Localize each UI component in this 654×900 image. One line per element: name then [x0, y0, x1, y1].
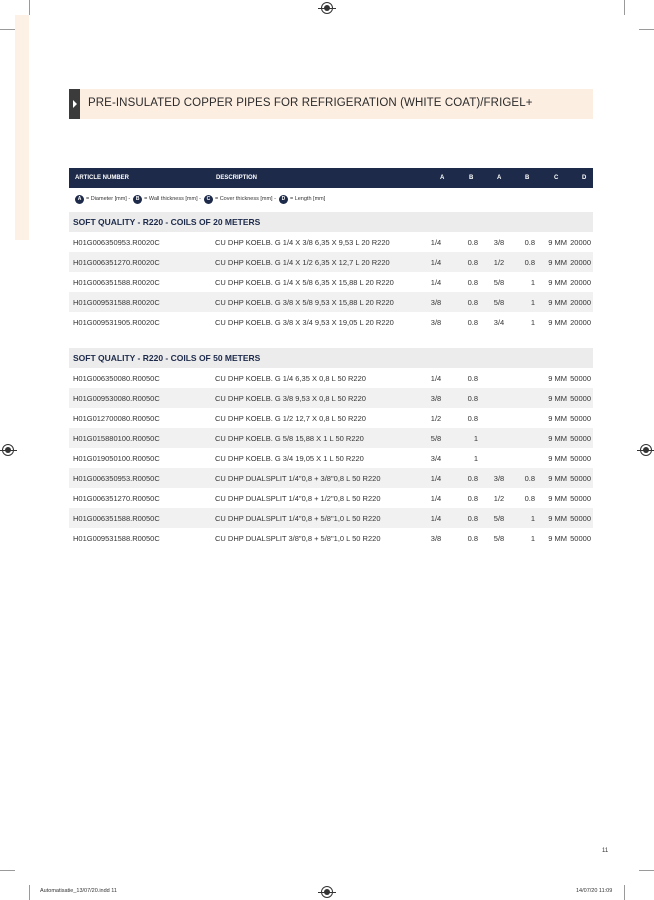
crop-mark	[0, 29, 15, 30]
cell-description: CU DHP KOELB. G 1/4 X 3/8 6,35 X 9,53 L 20 R220	[215, 238, 390, 247]
legend-badge: C	[204, 195, 213, 204]
table-row	[69, 312, 593, 332]
cell-b2: 1	[530, 298, 535, 307]
cell-article: H01G006350080.R0050C	[73, 374, 160, 383]
cell-c: 9 MM	[548, 514, 567, 523]
header-d: D	[582, 175, 587, 181]
table-row	[69, 508, 593, 528]
cell-b2: 1	[530, 318, 535, 327]
crop-mark	[639, 870, 654, 871]
header-article-number: ARTICLE NUMBER	[75, 175, 129, 181]
cell-article: H01G009531905.R0020C	[73, 318, 160, 327]
registration-mark-icon	[321, 886, 333, 898]
table-row	[69, 428, 593, 448]
cell-d: 50000	[570, 394, 591, 403]
cell-b1: 0.8	[467, 258, 478, 267]
cell-d: 20000	[570, 298, 591, 307]
cell-b1: 0.8	[467, 534, 478, 543]
side-color-strip	[15, 15, 29, 240]
cell-b1: 0.8	[467, 414, 478, 423]
cell-d: 20000	[570, 258, 591, 267]
table-row	[69, 488, 593, 508]
header-b2: B	[525, 175, 530, 181]
cell-b2: 1	[530, 514, 535, 523]
cell-d: 50000	[570, 434, 591, 443]
cell-c: 9 MM	[548, 534, 567, 543]
table-header	[69, 168, 593, 188]
cell-d: 50000	[570, 534, 591, 543]
cell-d: 50000	[570, 454, 591, 463]
cell-a1: 3/4	[430, 454, 442, 463]
table-row	[69, 408, 593, 428]
legend-badge: A	[75, 195, 84, 204]
cell-d: 20000	[570, 318, 591, 327]
table-row	[69, 292, 593, 312]
table-row	[69, 252, 593, 272]
cell-description: CU DHP KOELB. G 1/4 X 5/8 6,35 X 15,88 L 20 R220	[215, 278, 394, 287]
cell-a2: 1/2	[493, 494, 505, 503]
dimension-legend	[75, 194, 328, 204]
table-row	[69, 368, 593, 388]
cell-b2: 1	[530, 278, 535, 287]
cell-a1: 3/8	[430, 298, 442, 307]
cell-b1: 1	[473, 454, 478, 463]
cell-a2: 3/4	[493, 318, 505, 327]
table-row	[69, 272, 593, 292]
cell-b2: 1	[530, 534, 535, 543]
cell-description: CU DHP KOELB. G 3/8 X 3/4 9,53 X 19,05 L 20 R220	[215, 318, 394, 327]
cell-article: H01G015880100.R0050C	[73, 434, 160, 443]
cell-c: 9 MM	[548, 474, 567, 483]
registration-mark-icon	[640, 444, 652, 456]
cell-a1: 3/8	[430, 318, 442, 327]
cell-c: 9 MM	[548, 434, 567, 443]
cell-b2: 0.8	[524, 238, 535, 247]
cell-b2: 0.8	[524, 258, 535, 267]
cell-description: CU DHP DUALSPLIT 3/8"0,8 + 5/8"1,0 L 50 R220	[215, 534, 381, 543]
header-a2: A	[497, 175, 502, 181]
cell-a1: 5/8	[430, 434, 442, 443]
cell-article: H01G012700080.R0050C	[73, 414, 160, 423]
legend-text: = Diameter [mm] -	[86, 196, 131, 202]
cell-article: H01G006351270.R0050C	[73, 494, 160, 503]
cell-description: CU DHP DUALSPLIT 1/4"0,8 + 3/8"0,8 L 50 R220	[215, 474, 381, 483]
cell-a1: 1/4	[430, 474, 442, 483]
cell-d: 50000	[570, 494, 591, 503]
cell-c: 9 MM	[548, 278, 567, 287]
cell-description: CU DHP DUALSPLIT 1/4"0,8 + 5/8"1,0 L 50 R220	[215, 514, 381, 523]
cell-article: H01G006351588.R0020C	[73, 278, 160, 287]
cell-a2: 3/8	[493, 474, 505, 483]
cell-description: CU DHP KOELB. G 3/8 9,53 X 0,8 L 50 R220	[215, 394, 366, 403]
cell-d: 50000	[570, 474, 591, 483]
cell-a1: 1/2	[430, 414, 442, 423]
page-number: 11	[602, 848, 609, 854]
cell-a2: 5/8	[493, 514, 505, 523]
cell-a2: 1/2	[493, 258, 505, 267]
cell-c: 9 MM	[548, 318, 567, 327]
section-title: SOFT QUALITY - R220 - COILS OF 50 METERS	[73, 353, 261, 363]
cell-a1: 1/4	[430, 514, 442, 523]
registration-mark-icon	[321, 2, 333, 14]
cell-d: 50000	[570, 514, 591, 523]
cell-b1: 0.8	[467, 278, 478, 287]
print-slug-date: 14/07/20 11:09	[576, 888, 613, 894]
legend-badge: B	[133, 195, 142, 204]
cell-b1: 0.8	[467, 238, 478, 247]
play-arrow-icon	[69, 89, 80, 119]
cell-a1: 1/4	[430, 278, 442, 287]
crop-mark	[639, 29, 654, 30]
cell-b2: 0.8	[524, 494, 535, 503]
section-header-20m	[69, 212, 593, 232]
table-row	[69, 528, 593, 548]
cell-article: H01G019050100.R0050C	[73, 454, 160, 463]
cell-article: H01G006351588.R0050C	[73, 514, 160, 523]
cell-b1: 0.8	[467, 374, 478, 383]
cell-c: 9 MM	[548, 374, 567, 383]
crop-mark	[624, 885, 625, 900]
cell-c: 9 MM	[548, 454, 567, 463]
cell-d: 20000	[570, 238, 591, 247]
cell-a2: 5/8	[493, 534, 505, 543]
table-row	[69, 388, 593, 408]
section-banner	[69, 89, 593, 119]
section-header-50m	[69, 348, 593, 368]
cell-article: H01G009531588.R0050C	[73, 534, 160, 543]
cell-description: CU DHP KOELB. G 1/4 6,35 X 0,8 L 50 R220	[215, 374, 366, 383]
cell-description: CU DHP KOELB. G 5/8 15,88 X 1 L 50 R220	[215, 434, 364, 443]
header-description: DESCRIPTION	[216, 175, 258, 181]
legend-text: = Length [mm]	[289, 196, 326, 202]
cell-b1: 0.8	[467, 394, 478, 403]
crop-mark	[0, 870, 15, 871]
cell-c: 9 MM	[548, 494, 567, 503]
cell-a1: 3/8	[430, 534, 442, 543]
cell-description: CU DHP KOELB. G 3/4 19,05 X 1 L 50 R220	[215, 454, 364, 463]
cell-c: 9 MM	[548, 414, 567, 423]
cell-description: CU DHP KOELB. G 1/2 12,7 X 0,8 L 50 R220	[215, 414, 366, 423]
cell-description: CU DHP KOELB. G 3/8 X 5/8 9,53 X 15,88 L 20 R220	[215, 298, 394, 307]
cell-description: CU DHP KOELB. G 1/4 X 1/2 6,35 X 12,7 L 20 R220	[215, 258, 390, 267]
cell-a1: 3/8	[430, 394, 442, 403]
legend-text: = Cover thickness [mm] -	[214, 196, 276, 202]
cell-b1: 0.8	[467, 318, 478, 327]
table-row	[69, 232, 593, 252]
cell-b1: 0.8	[467, 494, 478, 503]
cell-article: H01G009531588.R0020C	[73, 298, 160, 307]
cell-a1: 1/4	[430, 374, 442, 383]
legend-text: = Wall thickness [mm] -	[144, 196, 201, 202]
crop-mark	[29, 885, 30, 900]
page-title: PRE-INSULATED COPPER PIPES FOR REFRIGERATION (WHITE COAT)/FRIGEL+	[88, 97, 533, 109]
cell-b1: 1	[473, 434, 478, 443]
registration-mark-icon	[2, 444, 14, 456]
cell-b1: 0.8	[467, 474, 478, 483]
cell-a1: 1/4	[430, 494, 442, 503]
cell-d: 50000	[570, 414, 591, 423]
cell-b1: 0.8	[467, 514, 478, 523]
section-title: SOFT QUALITY - R220 - COILS OF 20 METERS	[73, 217, 261, 227]
cell-description: CU DHP DUALSPLIT 1/4"0,8 + 1/2"0,8 L 50 R220	[215, 494, 381, 503]
cell-article: H01G006350953.R0050C	[73, 474, 160, 483]
crop-mark	[624, 0, 625, 15]
cell-c: 9 MM	[548, 238, 567, 247]
header-c: C	[554, 175, 559, 181]
cell-article: H01G006350953.R0020C	[73, 238, 160, 247]
header-a1: A	[440, 175, 445, 181]
cell-d: 50000	[570, 374, 591, 383]
cell-a1: 1/4	[430, 238, 442, 247]
cell-c: 9 MM	[548, 394, 567, 403]
print-slug-file: Automatisatie_13/07/20.indd 11	[40, 888, 117, 894]
table-row	[69, 468, 593, 488]
crop-mark	[29, 0, 30, 15]
cell-c: 9 MM	[548, 258, 567, 267]
cell-a2: 3/8	[493, 238, 505, 247]
header-b1: B	[469, 175, 474, 181]
cell-b1: 0.8	[467, 298, 478, 307]
cell-a1: 1/4	[430, 258, 442, 267]
cell-b2: 0.8	[524, 474, 535, 483]
cell-article: H01G009530080.R0050C	[73, 394, 160, 403]
cell-d: 20000	[570, 278, 591, 287]
cell-a2: 5/8	[493, 278, 505, 287]
cell-a2: 5/8	[493, 298, 505, 307]
cell-article: H01G006351270.R0020C	[73, 258, 160, 267]
legend-badge: D	[279, 195, 288, 204]
cell-c: 9 MM	[548, 298, 567, 307]
table-row	[69, 448, 593, 468]
